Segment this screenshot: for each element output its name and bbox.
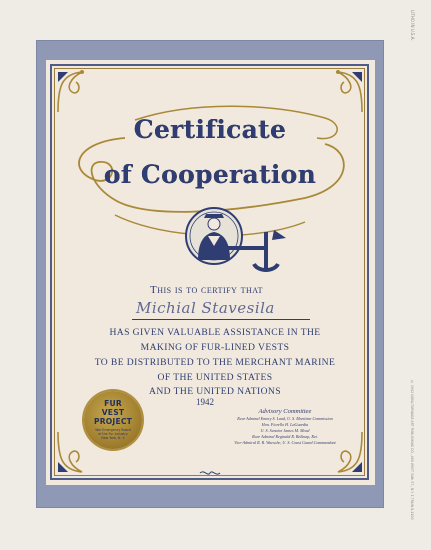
certify-statement <box>150 284 263 296</box>
seal-small-2: of the Fur Industry <box>98 432 128 436</box>
footer-ornament <box>198 469 222 477</box>
publisher-margin-text: © 1942 GOVA-TURNAGE ART PUBLISHING CO., 460 WEST 34th ST., N.Y. 1 TRAIN 8-1100 <box>410 380 414 520</box>
seal-small-1: War Emergency Board <box>95 428 131 432</box>
seal-line-1: FUR <box>104 399 122 408</box>
body-line-3: TO BE DISTRIBUTED TO THE MERCHANT MARINE <box>94 357 336 368</box>
body-line-5: AND THE UNITED NATIONS <box>149 386 281 397</box>
committee-title: Advisory Committee <box>258 408 312 415</box>
body-line-4: OF THE UNITED STATES <box>157 372 273 383</box>
seal-line-3: PROJECT <box>93 417 133 426</box>
committee-member: U. S. Senator James M. Mead <box>260 428 310 433</box>
body-line-1: HAS GIVEN VALUABLE ASSISTANCE IN THE <box>109 327 321 338</box>
body-line-2: MAKING OF FUR-LINED VESTS <box>140 342 290 353</box>
title-line-1-text: Certificate <box>133 115 287 144</box>
title-line-1 <box>100 115 320 144</box>
seal-line-2: VEST <box>101 408 125 417</box>
committee-member: Rear Admiral Reginald R. Belknap, Ret. <box>252 434 318 439</box>
recipient-signature: Michial Stavesila <box>136 299 275 317</box>
committee-member: Rear Admiral Emory S. Land, U. S. Maritime Commission <box>237 416 333 421</box>
committee-member: Vice-Admiral R. R. Waesche, U. S. Coast Guard Commandant <box>234 440 336 445</box>
committee-member: Hon. Fiorello H. LaGuardia <box>261 422 309 427</box>
name-underline <box>132 319 310 320</box>
title-line-2 <box>100 160 320 189</box>
certify-text: This is to certify that <box>150 284 264 296</box>
fur-vest-project-seal <box>84 391 142 449</box>
litho-margin-text: LITHO IN U.S.A. <box>410 10 415 41</box>
sailor-anchor-emblem <box>180 202 288 276</box>
certificate-year: 1942 <box>196 397 214 407</box>
seal-small-3: New York, N. Y. <box>101 436 125 440</box>
advisory-committee <box>210 408 360 446</box>
title-line-2-text: of Cooperation <box>103 160 317 189</box>
